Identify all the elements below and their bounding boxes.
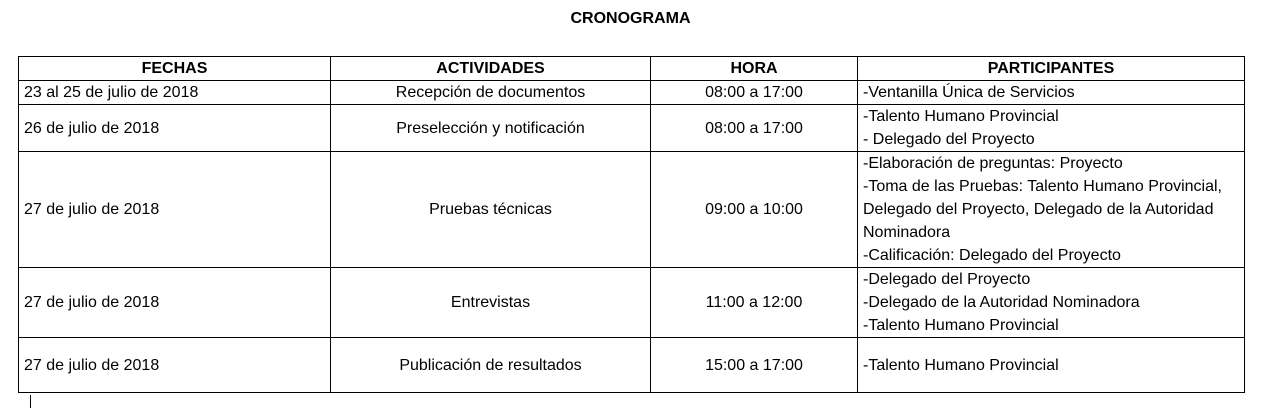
participant-line: -Talento Humano Provincial (863, 317, 1059, 334)
header-actividades: ACTIVIDADES (331, 57, 651, 81)
actividad-cell: Preselección y notificación (331, 105, 651, 152)
participant-line: -Delegado de la Autoridad Nominadora (863, 294, 1140, 311)
participantes-cell (858, 105, 1245, 152)
fecha-cell: 27 de julio de 2018 (19, 338, 331, 393)
table-row (19, 268, 1245, 338)
fecha-cell: 23 al 25 de julio de 2018 (19, 81, 331, 105)
participant-line: - Delegado del Proyecto (863, 131, 1035, 148)
participant-line: -Ventanilla Única de Servicios (863, 84, 1075, 101)
participant-line: -Toma de las Pruebas: Talento Humano Provincial, Delegado del Proyecto, Delegado de la Autoridad Nominadora (863, 178, 1222, 241)
table-row (19, 338, 1245, 393)
hora-cell: 08:00 a 17:00 (651, 105, 858, 152)
hora-cell: 09:00 a 10:00 (651, 152, 858, 268)
hora-cell: 11:00 a 12:00 (651, 268, 858, 338)
participant-line: -Calificación: Delegado del Proyecto (863, 247, 1121, 264)
participantes-cell (858, 81, 1245, 105)
text-cursor-mark (30, 395, 31, 408)
actividad-cell: Publicación de resultados (331, 338, 651, 393)
schedule-table (18, 56, 1245, 393)
table-row (19, 105, 1245, 152)
header-participantes: PARTICIPANTES (858, 57, 1245, 81)
participant-line: -Elaboración de preguntas: Proyecto (863, 155, 1123, 172)
hora-cell: 15:00 a 17:00 (651, 338, 858, 393)
table-header-row (19, 57, 1245, 81)
fecha-cell: 27 de julio de 2018 (19, 152, 331, 268)
actividad-cell: Pruebas técnicas (331, 152, 651, 268)
fecha-cell: 26 de julio de 2018 (19, 105, 331, 152)
participantes-cell (858, 338, 1245, 393)
document-title: CRONOGRAMA (570, 10, 691, 27)
actividad-cell: Recepción de documentos (331, 81, 651, 105)
participant-line: -Talento Humano Provincial (863, 108, 1059, 125)
actividad-cell: Entrevistas (331, 268, 651, 338)
table-row (19, 81, 1245, 105)
participant-line: -Talento Humano Provincial (863, 356, 1059, 374)
header-fechas: FECHAS (19, 57, 331, 81)
hora-cell: 08:00 a 17:00 (651, 81, 858, 105)
header-hora: HORA (651, 57, 858, 81)
participantes-cell (858, 152, 1245, 268)
table-row (19, 152, 1245, 268)
participant-line: -Delegado del Proyecto (863, 271, 1031, 288)
fecha-cell: 27 de julio de 2018 (19, 268, 331, 338)
participantes-cell (858, 268, 1245, 338)
